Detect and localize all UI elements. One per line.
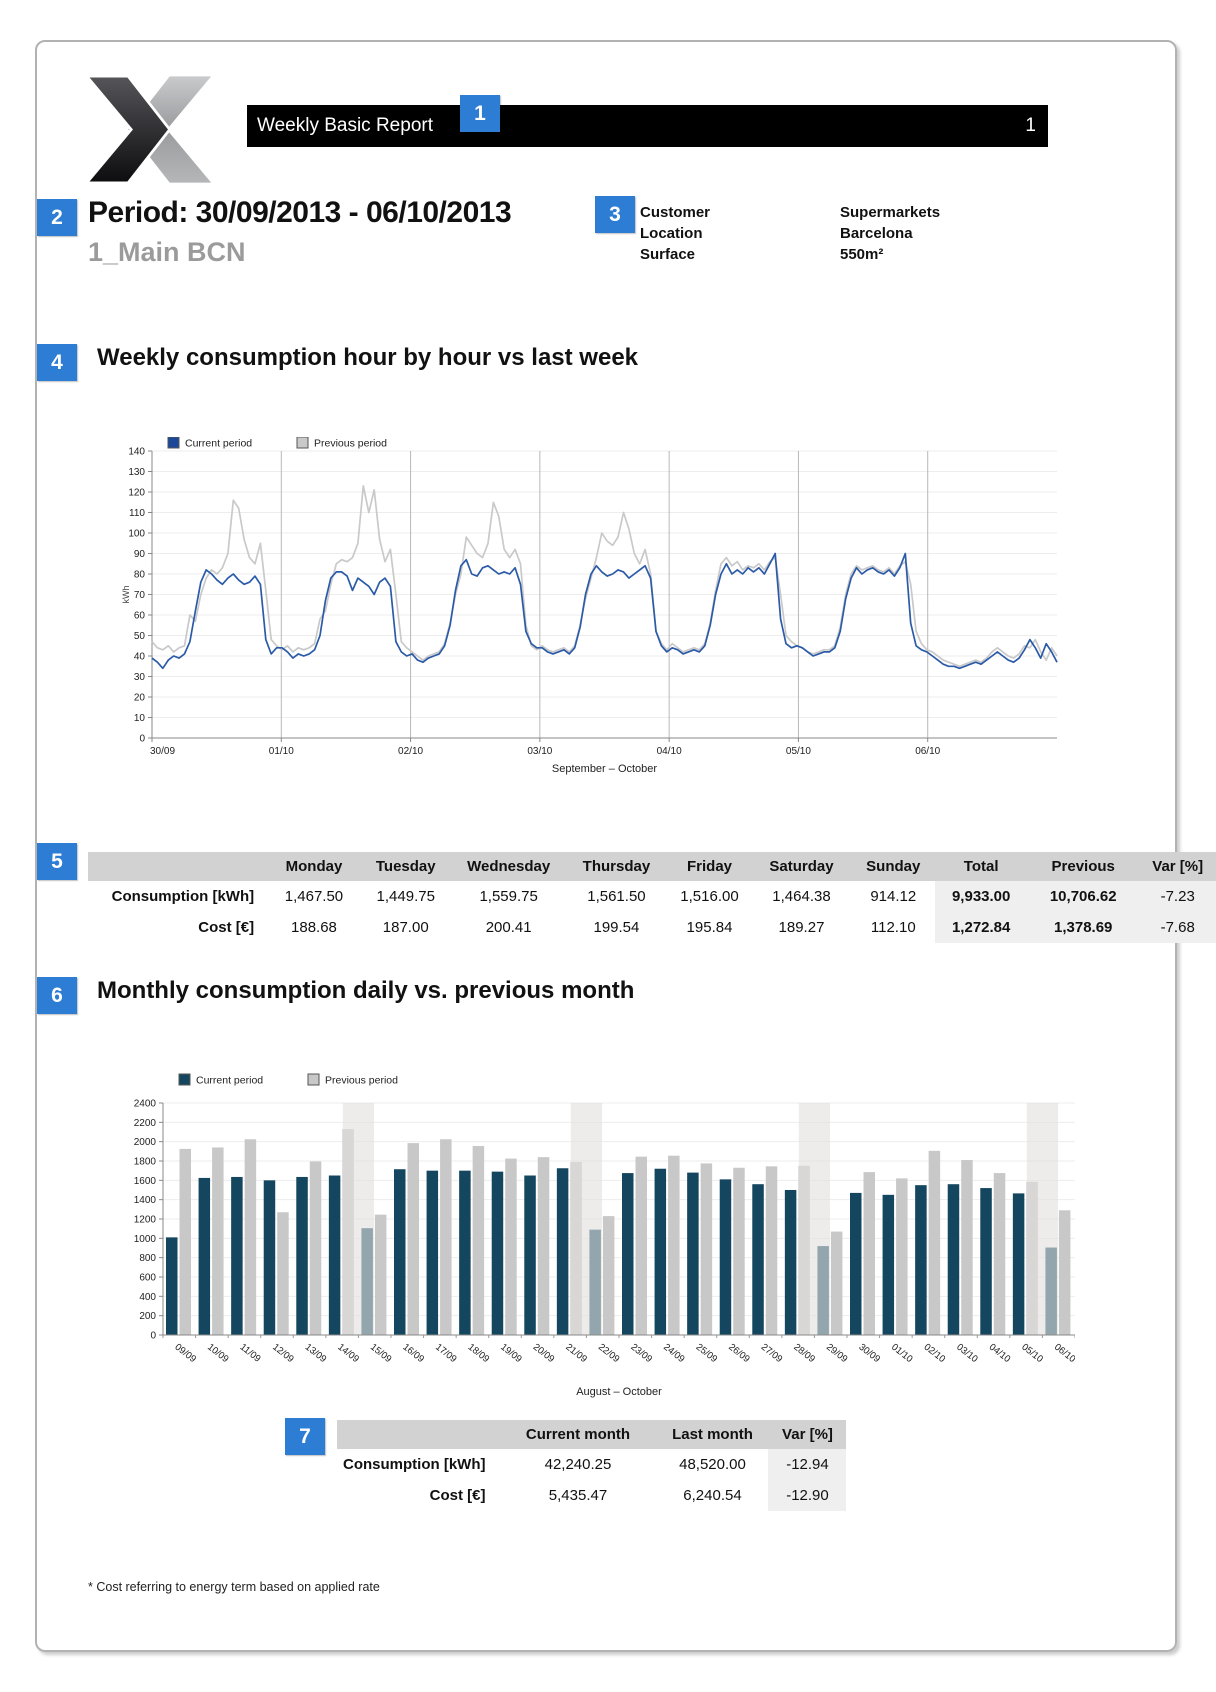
bar-chart-legend xyxy=(179,1074,398,1087)
table-header-cell: Wednesday xyxy=(452,852,566,881)
table-header-cell xyxy=(337,1420,499,1449)
monthly-summary-table xyxy=(337,1420,846,1511)
svg-text:90: 90 xyxy=(133,549,145,560)
table-cell: 1,378.69 xyxy=(1027,912,1139,943)
table-cell: -12.90 xyxy=(768,1480,846,1511)
svg-text:03/10: 03/10 xyxy=(527,746,553,757)
table-header-cell: Var [%] xyxy=(1139,852,1216,881)
svg-text:Current period: Current period xyxy=(196,1074,264,1087)
svg-text:20: 20 xyxy=(133,692,145,704)
svg-text:2400: 2400 xyxy=(133,1098,156,1110)
svg-text:18/09: 18/09 xyxy=(465,1341,492,1366)
table-cell: 914.12 xyxy=(851,881,935,912)
table-cell: 189.27 xyxy=(752,912,852,943)
svg-text:September – October: September – October xyxy=(551,763,658,775)
table-cell: 187.00 xyxy=(360,912,452,943)
surface-label: Surface xyxy=(640,246,696,263)
table-cell: 1,272.84 xyxy=(935,912,1027,943)
section-badge-4: 4 xyxy=(37,344,77,381)
svg-text:26/09: 26/09 xyxy=(726,1341,752,1366)
svg-text:2200: 2200 xyxy=(133,1117,156,1129)
svg-text:60: 60 xyxy=(133,610,145,622)
svg-text:130: 130 xyxy=(128,467,145,478)
weekly-table xyxy=(88,852,1216,943)
svg-text:50: 50 xyxy=(133,631,145,642)
company-x-logo-icon xyxy=(75,73,223,186)
svg-text:27/09: 27/09 xyxy=(758,1341,785,1366)
section-badge-6: 6 xyxy=(37,977,77,1014)
svg-text:110: 110 xyxy=(129,508,145,519)
svg-text:100: 100 xyxy=(128,528,145,540)
location-value: Barcelona xyxy=(840,225,913,242)
table-cell: 199.54 xyxy=(566,912,668,943)
table-header-cell: Tuesday xyxy=(360,852,452,881)
row-label: Cost [€] xyxy=(337,1480,499,1511)
svg-text:80: 80 xyxy=(133,569,145,581)
svg-text:01/10: 01/10 xyxy=(889,1341,915,1366)
svg-text:02/10: 02/10 xyxy=(398,746,424,757)
table-row xyxy=(337,1449,846,1480)
table-cell: 48,520.00 xyxy=(656,1449,768,1480)
table-cell: 5,435.47 xyxy=(499,1480,656,1511)
svg-text:24/09: 24/09 xyxy=(661,1341,687,1366)
svg-text:140: 140 xyxy=(128,446,145,458)
svg-text:17/09: 17/09 xyxy=(433,1341,459,1366)
svg-text:August – October: August – October xyxy=(576,1386,662,1398)
svg-text:1600: 1600 xyxy=(133,1175,156,1187)
table-cell: 6,240.54 xyxy=(656,1480,768,1511)
svg-text:600: 600 xyxy=(139,1272,156,1284)
line-chart-x-labels xyxy=(150,738,941,757)
svg-text:01/10: 01/10 xyxy=(268,746,294,757)
table-cell: 1,559.75 xyxy=(452,881,566,912)
section-badge-3: 3 xyxy=(595,196,635,233)
line-series-current-period xyxy=(152,554,1057,669)
surface-value: 550m² xyxy=(840,246,884,263)
svg-text:09/09: 09/09 xyxy=(172,1341,199,1366)
table-cell: -7.23 xyxy=(1139,881,1216,912)
svg-text:21/09: 21/09 xyxy=(563,1341,589,1366)
svg-text:200: 200 xyxy=(139,1311,156,1323)
table-row xyxy=(88,912,1216,943)
line-chart-legend xyxy=(168,437,387,450)
customer-value: Supermarkets xyxy=(840,204,941,221)
svg-text:05/10: 05/10 xyxy=(785,746,811,757)
table-cell: 10,706.62 xyxy=(1027,881,1139,912)
line-chart-gridlines xyxy=(128,447,1057,745)
table-row xyxy=(88,881,1216,912)
weekly-section-title: Weekly consumption hour by hour vs last week xyxy=(97,344,639,371)
svg-text:Current period: Current period xyxy=(185,437,253,450)
svg-text:23/09: 23/09 xyxy=(628,1341,655,1366)
location-label: Location xyxy=(640,225,703,242)
table-cell: -12.94 xyxy=(768,1449,846,1480)
svg-text:10: 10 xyxy=(133,713,145,724)
bar-chart-bars xyxy=(166,1129,1070,1335)
svg-text:30: 30 xyxy=(133,672,145,683)
table-cell: 188.68 xyxy=(268,912,360,943)
table-header-cell: Monday xyxy=(268,852,360,881)
table-cell: 1,449.75 xyxy=(360,881,452,912)
svg-text:2000: 2000 xyxy=(133,1137,156,1149)
svg-text:22/09: 22/09 xyxy=(595,1341,622,1366)
monthly-table xyxy=(337,1420,846,1511)
svg-text:800: 800 xyxy=(139,1253,156,1265)
svg-text:20/09: 20/09 xyxy=(530,1341,557,1366)
table-header-cell: Previous xyxy=(1027,852,1139,881)
table-header-cell: Current month xyxy=(499,1420,656,1449)
section-badge-1: 1 xyxy=(460,95,500,132)
weekly-line-chart xyxy=(120,437,1070,784)
svg-text:1800: 1800 xyxy=(133,1156,156,1168)
svg-text:1200: 1200 xyxy=(133,1214,156,1226)
weekly-summary-table xyxy=(88,852,1216,943)
section-badge-2: 2 xyxy=(37,199,77,236)
svg-text:120: 120 xyxy=(128,487,145,499)
row-label: Consumption [kWh] xyxy=(88,881,268,912)
table-header-cell: Total xyxy=(935,852,1027,881)
table-header-cell: Saturday xyxy=(752,852,852,881)
bar-chart-x-labels xyxy=(163,1335,1075,1365)
svg-text:16/09: 16/09 xyxy=(400,1341,427,1366)
table-cell: 42,240.25 xyxy=(499,1449,656,1480)
title-bar xyxy=(247,105,1048,147)
section-badge-5: 5 xyxy=(37,843,77,880)
table-row xyxy=(337,1480,846,1511)
table-header-cell: Last month xyxy=(656,1420,768,1449)
svg-text:Previous period: Previous period xyxy=(325,1074,398,1087)
customer-label: Customer xyxy=(640,204,711,221)
svg-text:04/10: 04/10 xyxy=(656,746,682,757)
svg-text:04/10: 04/10 xyxy=(986,1341,1013,1366)
svg-text:10/09: 10/09 xyxy=(205,1341,231,1366)
svg-text:30/09: 30/09 xyxy=(856,1341,883,1366)
table-header-cell xyxy=(88,852,268,881)
svg-text:1000: 1000 xyxy=(133,1233,156,1245)
svg-text:06/10: 06/10 xyxy=(1051,1341,1075,1366)
svg-text:13/09: 13/09 xyxy=(302,1341,329,1366)
table-cell: 112.10 xyxy=(851,912,935,943)
table-cell: -7.68 xyxy=(1139,912,1216,943)
svg-text:28/09: 28/09 xyxy=(791,1341,817,1366)
svg-text:30/09: 30/09 xyxy=(150,746,176,757)
table-cell: 1,561.50 xyxy=(566,881,668,912)
svg-text:40: 40 xyxy=(133,651,145,663)
site-name: 1_Main BCN xyxy=(88,237,246,267)
page-number: 1 xyxy=(1025,115,1036,136)
period-title: Period: 30/09/2013 - 06/10/2013 xyxy=(88,196,512,229)
svg-text:kWh: kWh xyxy=(121,585,131,604)
table-header-cell: Friday xyxy=(667,852,751,881)
table-cell: 1,516.00 xyxy=(667,881,751,912)
svg-text:03/10: 03/10 xyxy=(954,1341,980,1366)
cost-footnote: * Cost referring to energy term based on applied rate xyxy=(88,1580,380,1594)
svg-text:400: 400 xyxy=(139,1291,156,1303)
monthly-bar-chart-svg xyxy=(125,1072,1075,1407)
table-header-cell: Sunday xyxy=(851,852,935,881)
svg-text:29/09: 29/09 xyxy=(823,1341,850,1366)
row-label: Cost [€] xyxy=(88,912,268,943)
monthly-bar-chart xyxy=(125,1072,1075,1412)
table-cell: 9,933.00 xyxy=(935,881,1027,912)
svg-text:14/09: 14/09 xyxy=(335,1341,361,1366)
svg-text:15/09: 15/09 xyxy=(367,1341,394,1366)
table-cell: 195.84 xyxy=(667,912,751,943)
svg-text:0: 0 xyxy=(150,1330,156,1342)
weekly-line-chart-svg xyxy=(120,437,1070,779)
svg-text:1400: 1400 xyxy=(133,1195,156,1207)
table-header-cell: Var [%] xyxy=(768,1420,846,1449)
row-label: Consumption [kWh] xyxy=(337,1449,499,1480)
svg-text:25/09: 25/09 xyxy=(693,1341,720,1366)
svg-text:70: 70 xyxy=(133,590,145,601)
table-cell: 1,467.50 xyxy=(268,881,360,912)
svg-text:05/10: 05/10 xyxy=(1019,1341,1045,1366)
table-cell: 200.41 xyxy=(452,912,566,943)
section-badge-7: 7 xyxy=(285,1418,325,1455)
svg-text:06/10: 06/10 xyxy=(915,746,941,757)
svg-text:Previous period: Previous period xyxy=(314,437,387,450)
svg-text:11/09: 11/09 xyxy=(237,1341,263,1365)
monthly-section-title: Monthly consumption daily vs. previous month xyxy=(97,977,635,1004)
table-cell: 1,464.38 xyxy=(752,881,852,912)
report-title: Weekly Basic Report xyxy=(257,115,433,136)
table-header-cell: Thursday xyxy=(566,852,668,881)
svg-text:19/09: 19/09 xyxy=(498,1341,524,1366)
svg-text:0: 0 xyxy=(139,733,145,745)
svg-text:02/10: 02/10 xyxy=(921,1341,948,1366)
svg-text:12/09: 12/09 xyxy=(270,1341,296,1366)
